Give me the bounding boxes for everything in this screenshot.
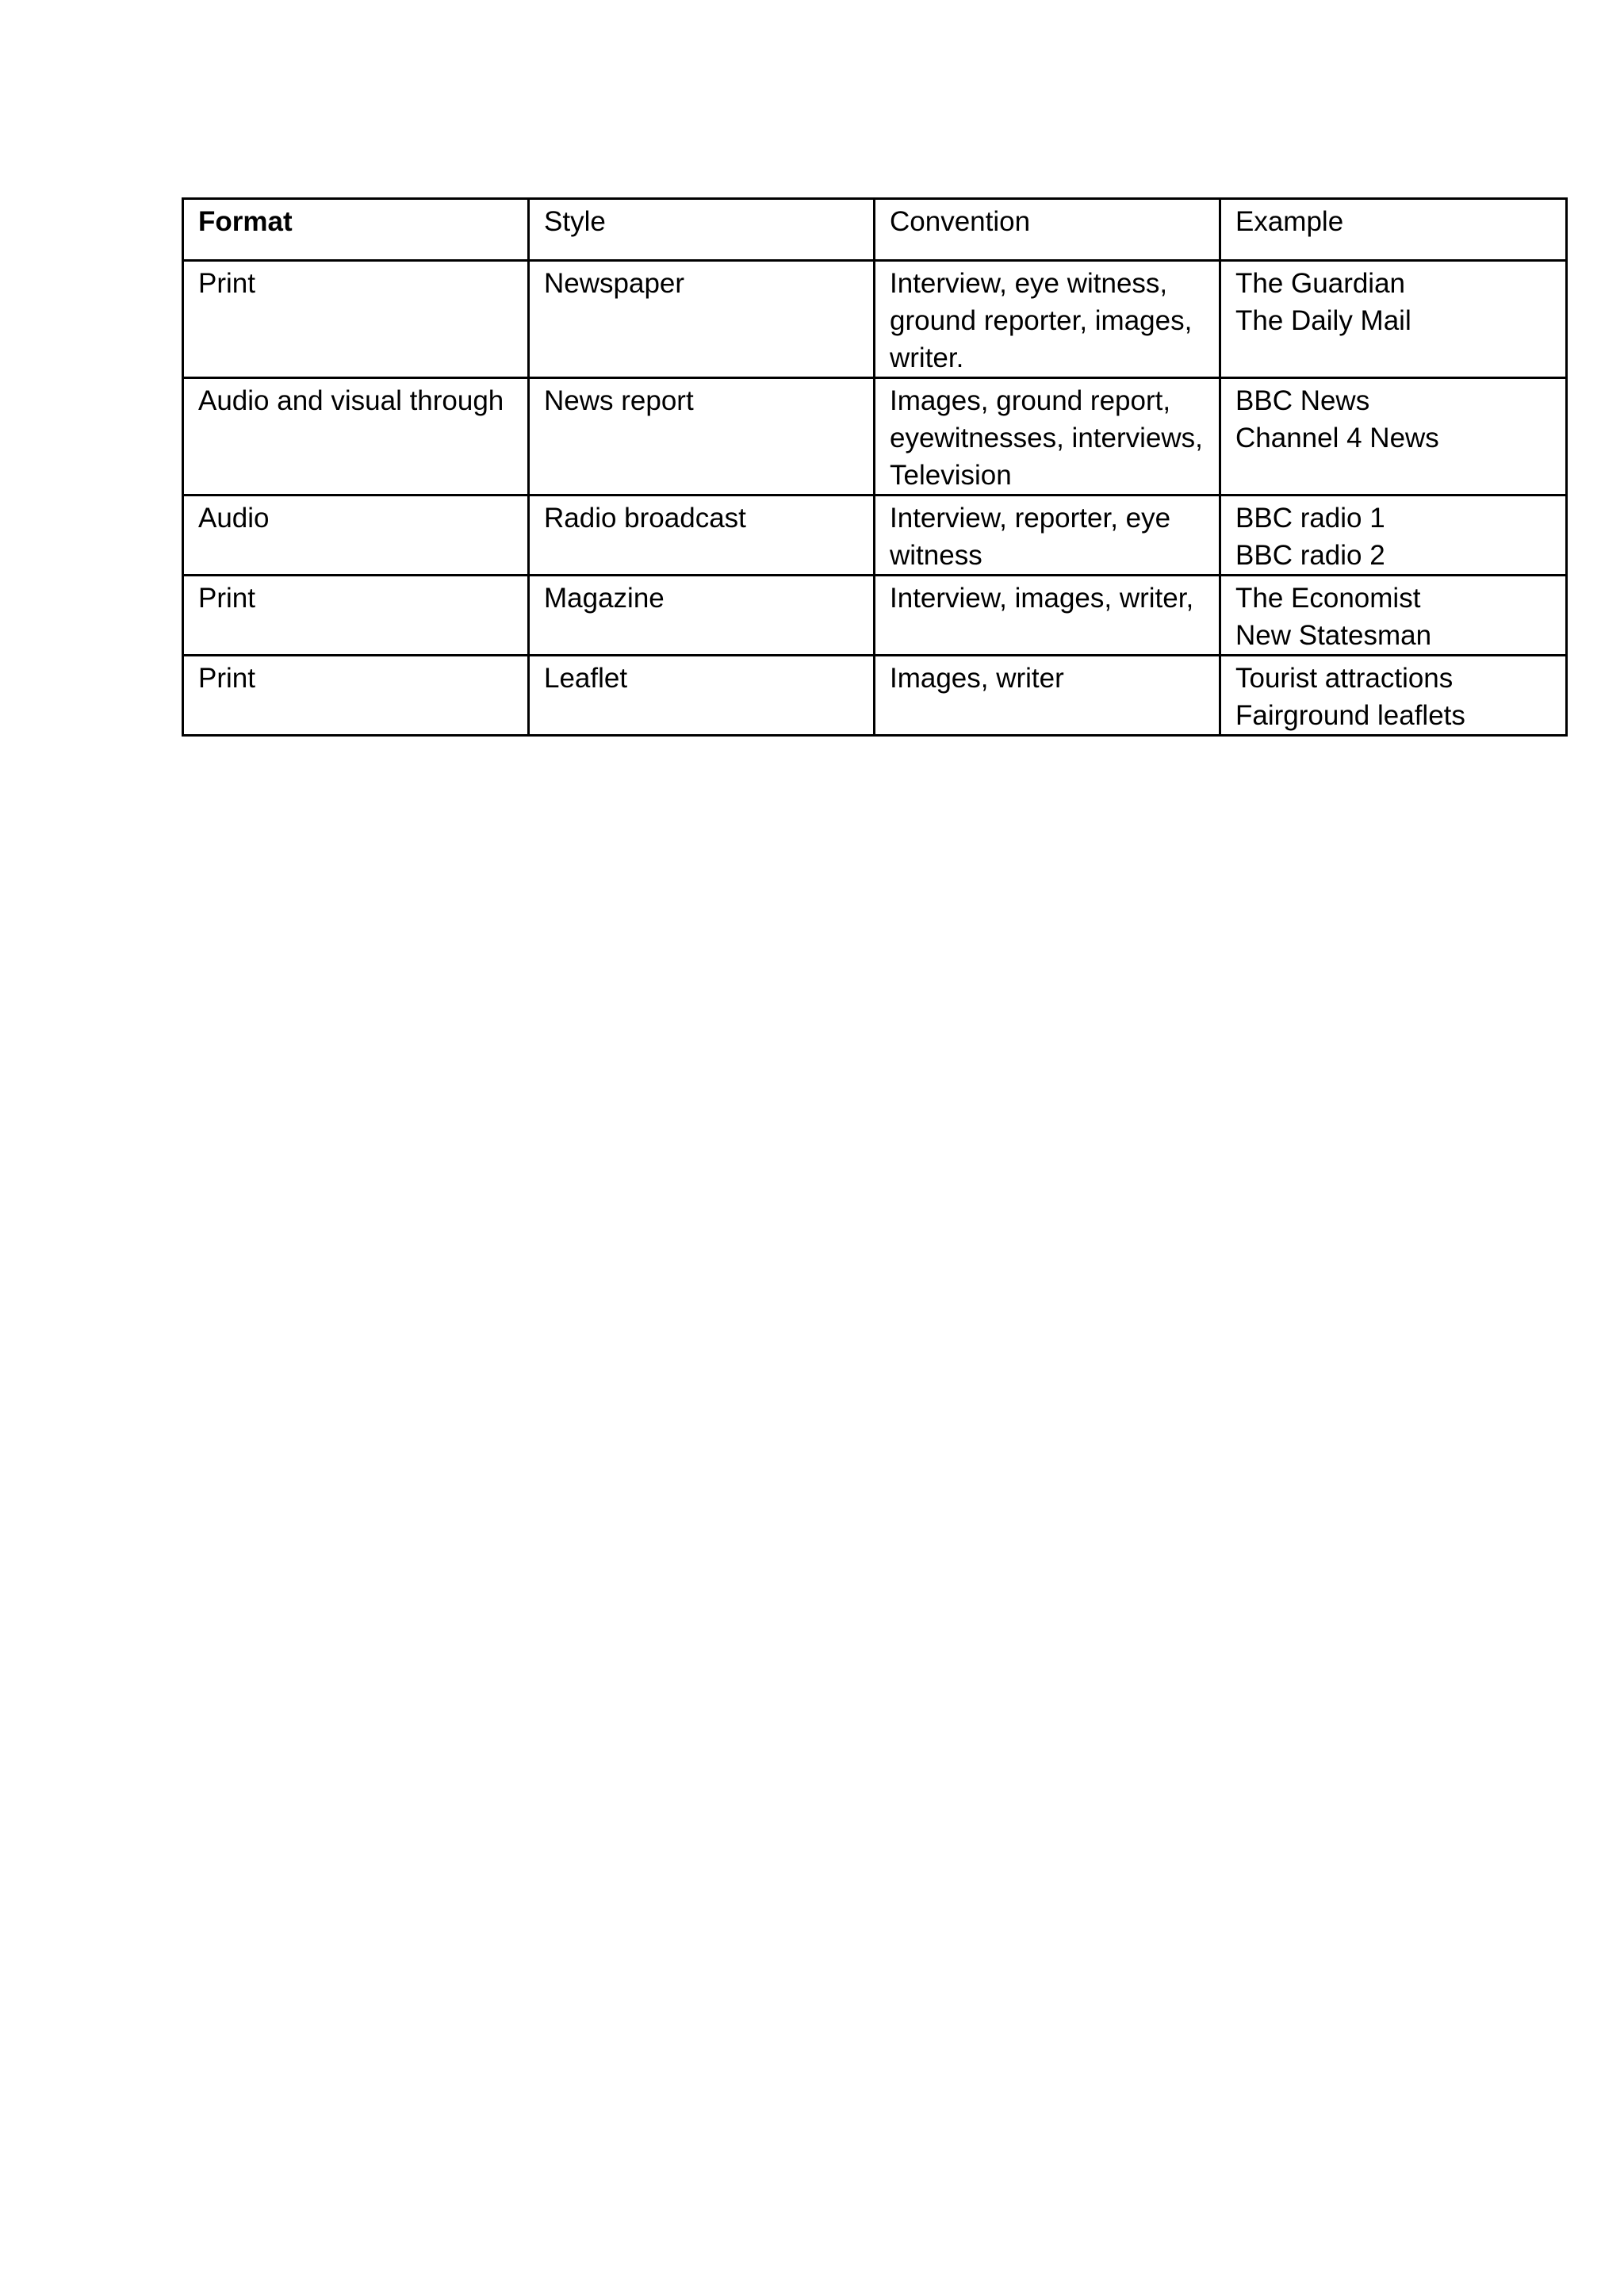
header-cell-format — [183, 199, 529, 261]
cell-text: Leaflet — [544, 663, 628, 694]
cell-example — [1220, 656, 1567, 736]
cell-style — [529, 378, 875, 496]
cell-example — [1220, 496, 1567, 576]
cell-style — [529, 496, 875, 576]
header-style-text: Style — [544, 206, 606, 237]
header-example-text: Example — [1235, 206, 1344, 237]
cell-example — [1220, 261, 1567, 378]
cell-text: witness — [890, 540, 982, 571]
cell-style — [529, 576, 875, 656]
cell-text: Audio and visual through — [198, 385, 504, 416]
cell-text: Magazine — [544, 583, 665, 614]
header-cell-convention — [875, 199, 1220, 261]
cell-convention — [875, 576, 1220, 656]
cell-text: Tourist attractions — [1235, 663, 1454, 694]
media-formats-table — [182, 197, 1568, 737]
cell-format — [183, 656, 529, 736]
cell-example — [1220, 576, 1567, 656]
header-cell-example — [1220, 199, 1567, 261]
cell-format — [183, 378, 529, 496]
cell-style — [529, 656, 875, 736]
table-row — [183, 576, 1567, 656]
cell-text: Interview, eye witness, — [890, 268, 1168, 299]
cell-text: Images, ground report, — [890, 385, 1171, 416]
cell-format — [183, 576, 529, 656]
cell-text: News report — [544, 385, 694, 416]
cell-convention — [875, 378, 1220, 496]
cell-text: Interview, reporter, eye — [890, 503, 1171, 534]
cell-text: Radio broadcast — [544, 503, 746, 534]
cell-text: Newspaper — [544, 268, 685, 299]
cell-style — [529, 261, 875, 378]
cell-text: Television — [890, 460, 1012, 491]
cell-text: Audio — [198, 503, 270, 534]
cell-text: BBC radio 2 — [1235, 540, 1385, 571]
cell-text: Print — [198, 583, 255, 614]
table-row — [183, 378, 1567, 496]
header-cell-style — [529, 199, 875, 261]
cell-text: The Guardian — [1235, 268, 1406, 299]
cell-text: BBC radio 1 — [1235, 503, 1385, 534]
cell-text: writer. — [890, 342, 964, 373]
cell-text: BBC News — [1235, 385, 1370, 416]
cell-convention — [875, 656, 1220, 736]
cell-text: Fairground leaflets — [1235, 700, 1465, 731]
cell-text: Print — [198, 268, 255, 299]
cell-text: Channel 4 News — [1235, 423, 1439, 453]
cell-text: The Daily Mail — [1235, 305, 1411, 336]
table-row — [183, 261, 1567, 378]
table-header-row — [183, 199, 1567, 261]
cell-example — [1220, 378, 1567, 496]
cell-text: Interview, images, writer, — [890, 583, 1194, 614]
table-row — [183, 656, 1567, 736]
cell-convention — [875, 261, 1220, 378]
cell-convention — [875, 496, 1220, 576]
cell-text: ground reporter, images, — [890, 305, 1193, 336]
header-format-text: Format — [198, 206, 293, 237]
cell-format — [183, 261, 529, 378]
cell-format — [183, 496, 529, 576]
cell-text: New Statesman — [1235, 620, 1432, 651]
cell-text: Print — [198, 663, 255, 694]
table-row — [183, 496, 1567, 576]
cell-text: Images, writer — [890, 663, 1064, 694]
cell-text: The Economist — [1235, 583, 1421, 614]
cell-text: eyewitnesses, interviews, — [890, 423, 1203, 453]
header-convention-text: Convention — [890, 206, 1031, 237]
